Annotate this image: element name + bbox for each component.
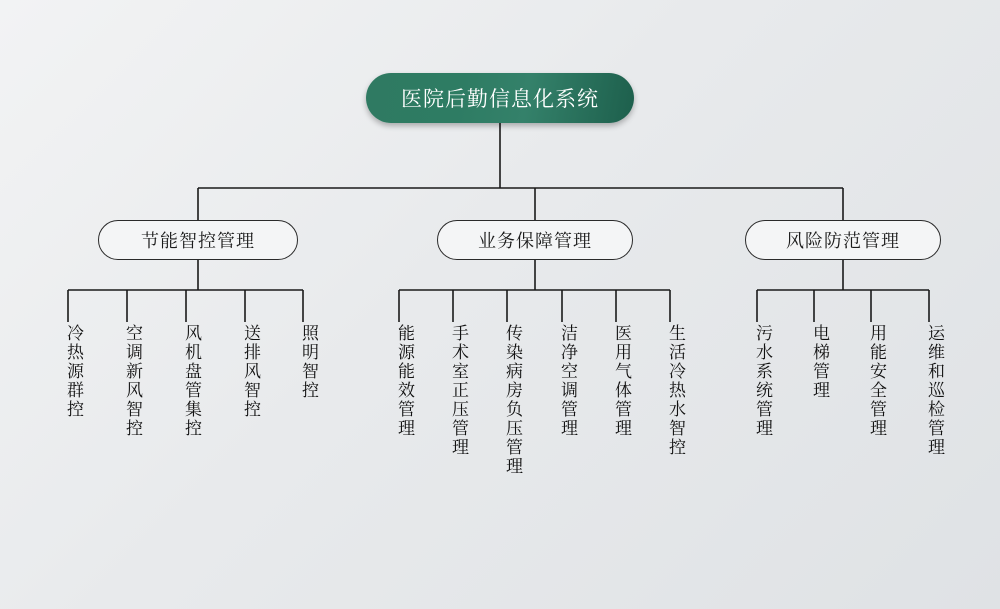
leaf-label: 照明智控 — [299, 324, 318, 400]
leaf-label: 冷热源群控 — [64, 324, 83, 419]
leaf-label: 能源能效管理 — [395, 324, 414, 438]
root-node-label: 医院后勤信息化系统 — [401, 88, 599, 111]
leaf-label: 电梯管理 — [810, 324, 829, 400]
leaf-label: 送排风智控 — [241, 324, 260, 419]
leaf-label: 运维和巡检管理 — [925, 324, 944, 457]
root-node — [366, 73, 634, 123]
branch-node-risk-prevention — [745, 220, 941, 260]
leaf-label: 污水系统管理 — [753, 324, 772, 438]
branch-node-label: 业务保障管理 — [478, 231, 592, 251]
branch-node-label: 风险防范管理 — [786, 231, 900, 251]
leaf-label: 传染病房负压管理 — [503, 324, 522, 476]
leaf-label: 手术室正压管理 — [449, 324, 468, 457]
leaf-label: 洁净空调管理 — [558, 324, 577, 438]
leaf-label: 生活冷热水智控 — [666, 324, 685, 457]
leaf-label: 空调新风智控 — [123, 324, 142, 438]
branch-node-energy-saving — [98, 220, 298, 260]
branch-node-business-support — [437, 220, 633, 260]
branch-node-label: 节能智控管理 — [141, 231, 255, 251]
leaf-label: 风机盘管集控 — [182, 324, 201, 438]
leaf-label: 医用气体管理 — [612, 324, 631, 438]
leaf-label: 用能安全管理 — [867, 324, 886, 438]
